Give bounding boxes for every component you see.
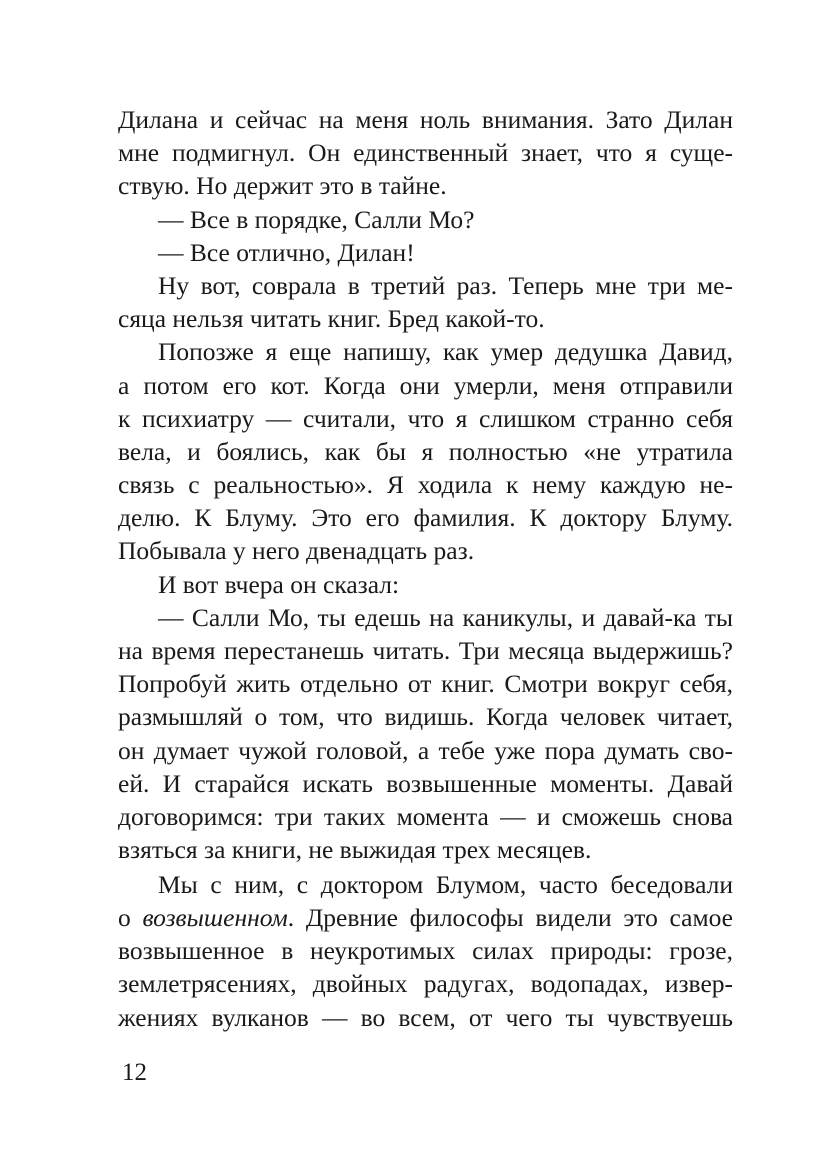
dialogue-line: — Все в порядке, Салли Мо?	[158, 204, 475, 234]
text-line: мне подмигнул. Он единственный знает, что я суще-	[118, 138, 733, 168]
text-line: ствую. Но держит это в тайне.	[118, 171, 447, 201]
text-line: вела, и боялись, как бы я полностью «не утратила	[118, 436, 733, 466]
text-fragment: о	[118, 903, 131, 932]
text-line: на время перестанешь читать. Три месяца выдержишь?	[118, 636, 733, 665]
text-line: возвышенное в неукротимых силах природы: грозе,	[118, 936, 733, 966]
text-line: сяца нельзя читать книг. Бред какой-то.	[118, 304, 545, 334]
body-text	[118, 103, 733, 1034]
italic-term: возвышенном	[142, 903, 288, 932]
text-line: Дилана и сейчас на меня ноль внимания. Зато Дилан	[118, 105, 733, 134]
page-number: 12	[122, 1059, 147, 1086]
dialogue-line: — Салли Мо, ты едешь на каникулы, и давай-ка ты	[158, 602, 733, 632]
text-line: делю. К Блуму. Это его фамилия. К доктору Блуму.	[118, 503, 733, 533]
text-line: он думает чужой головой, а тебе уже пора думать сво-	[118, 735, 733, 765]
text-line-with-italic	[118, 901, 733, 934]
dialogue-line: — Все отлично, Дилан!	[158, 237, 415, 267]
text-line: а потом его кот. Когда они умерли, меня отправили	[118, 370, 733, 400]
text-line: Попозже я еще напишу, как умер дедушка Давид,	[158, 337, 733, 367]
text-line: размышляй о том, что видишь. Когда человек читает,	[118, 702, 733, 732]
text-fragment: . Древние философы видели это самое	[287, 903, 734, 932]
text-line: договоримся: три таких момента — и сможешь снова	[118, 801, 733, 831]
text-line: связь с реальностью». Я ходила к нему каждую не-	[118, 470, 733, 500]
text-line: землетрясениях, двойных радугах, водопадах, извер-	[118, 969, 733, 999]
text-line: жениях вулканов — во всем, от чего ты чувствуешь	[118, 1002, 733, 1032]
text-line: Побывала у него двенадцать раз.	[118, 536, 475, 566]
text-line: взяться за книги, не выжидая трех месяцев.	[118, 835, 592, 865]
text-line: ей. И старайся искать возвышенные моменты. Давай	[118, 768, 733, 798]
text-line: Ну вот, соврала в третий раз. Теперь мне три ме-	[158, 270, 733, 300]
text-line: к психиатру — считали, что я слишком странно себя	[118, 403, 733, 433]
text-line: Мы с ним, с доктором Блумом, часто беседовали	[158, 869, 733, 899]
text-line: И вот вчера он сказал:	[158, 569, 400, 599]
text-line: Попробуй жить отдельно от книг. Смотри вокруг себя,	[118, 669, 733, 699]
